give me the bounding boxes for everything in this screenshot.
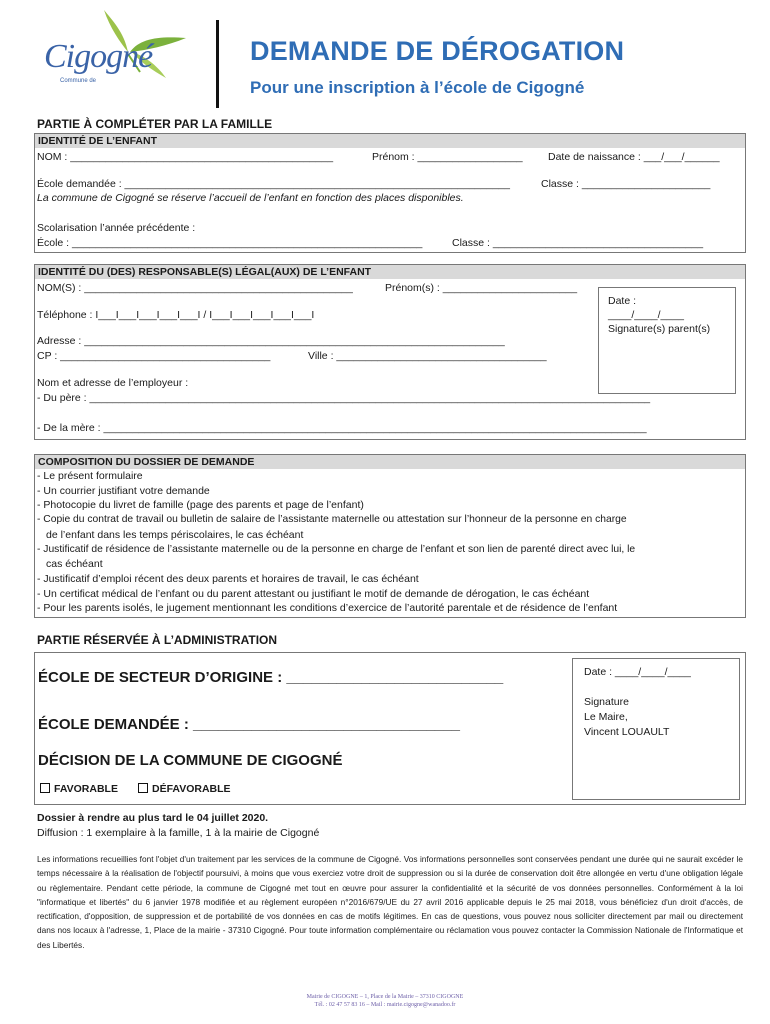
header-divider — [216, 20, 219, 108]
favorable-label: FAVORABLE — [54, 783, 118, 795]
responsable-nom-field[interactable]: NOM(S) : ______________________________________________ — [37, 282, 353, 294]
composition-item: - Photocopie du livret de famille (page des parents et page de l’enfant) — [37, 499, 364, 512]
scolarisation-ecole-field[interactable]: École : ____________________________________________________________ — [37, 237, 423, 249]
section-admin-heading: PARTIE RÉSERVÉE À L’ADMINISTRATION — [37, 633, 278, 647]
composition-item: - Pour les parents isolés, le jugement mentionnant les conditions d’exercice de l’autorité parentale et de résidence de l’enfant — [37, 602, 618, 615]
maire-name: Vincent LOUAULT — [584, 726, 670, 738]
page-title: DEMANDE DE DÉROGATION — [250, 36, 625, 66]
adresse-field[interactable]: Adresse : ________________________________________________________________________ — [37, 335, 505, 347]
logo-subtitle: Commune de — [60, 78, 97, 84]
composition-item: de l’enfant dans les temps périscolaires, le cas échéant — [46, 528, 304, 541]
decision-heading: DÉCISION DE LA COMMUNE DE CIGOGNÉ — [38, 752, 343, 769]
ecole-secteur-field[interactable]: ÉCOLE DE SECTEUR D’ORIGINE : __________________________ — [38, 669, 504, 686]
favorable-checkbox[interactable] — [40, 783, 50, 793]
ecole-demandee-field[interactable]: École demandée : __________________________________________________________________ — [37, 178, 510, 190]
composition-item: - Justificatif d’emploi récent des deux parents et horaires de travail, le cas échéant — [37, 572, 419, 585]
diffusion-text: Diffusion : 1 exemplaire à la famille, 1 à la mairie de Cigogné — [37, 827, 320, 839]
responsables-heading: IDENTITÉ DU (DES) RESPONSABLE(S) LÉGAL(AUX) DE L’ENFANT — [35, 265, 745, 279]
footer — [235, 993, 535, 1009]
composition-item: - Justificatif de résidence de l’assistante maternelle ou de la personne en charge de l’enfant et son lien de parenté direct avec lui, le — [37, 543, 636, 555]
section-famille-heading: PARTIE À COMPLÉTER PAR LA FAMILLE — [37, 117, 273, 131]
composition-list — [37, 469, 635, 616]
scolarisation-classe-field[interactable]: Classe : ____________________________________ — [452, 237, 704, 249]
enfant-naissance-field[interactable]: Date de naissance : ___/___/______ — [548, 151, 720, 163]
responsable-prenom-field[interactable]: Prénom(s) : _______________________ — [385, 282, 578, 294]
defavorable-option[interactable] — [138, 783, 231, 796]
ville-field[interactable]: Ville : ____________________________________ — [308, 350, 547, 362]
admin-signature-label: Signature — [584, 696, 629, 708]
classe-field[interactable]: Classe : ______________________ — [541, 178, 711, 190]
enfant-prenom-field[interactable]: Prénom : __________________ — [372, 151, 523, 163]
favorable-option[interactable] — [40, 783, 118, 796]
defavorable-checkbox[interactable] — [138, 783, 148, 793]
telephone-field[interactable]: Téléphone : I___I___I___I___I___I / I___I___I___I___I___I — [37, 309, 315, 321]
composition-heading: COMPOSITION DU DOSSIER DE DEMANDE — [35, 455, 745, 469]
parents-signature-label: Signature(s) parent(s) — [608, 323, 711, 335]
deadline-text: Dossier à rendre au plus tard le 04 juillet 2020. — [37, 812, 269, 824]
places-note: La commune de Cigogné se réserve l’accueil de l’enfant en fonction des places disponibles. — [37, 192, 464, 204]
ecole-demandee-admin-field[interactable]: ÉCOLE DEMANDÉE : ________________________________ — [38, 716, 460, 733]
composition-item: - Le présent formulaire — [37, 470, 143, 482]
parents-date-label: Date : — [608, 295, 637, 307]
logo — [40, 8, 190, 88]
composition-item: - Un certificat médical de l’enfant ou du parent attestant ou justifiant le motif de demande de dérogation, le cas échéant — [37, 587, 590, 600]
parents-date-field[interactable]: ____/____/____ — [608, 309, 684, 321]
page-subtitle: Pour une inscription à l’école de Cigogné — [250, 78, 585, 97]
employeur-label: Nom et adresse de l’employeur : — [37, 377, 189, 389]
scolarisation-label: Scolarisation l’année précédente : — [37, 222, 196, 234]
cp-field[interactable]: CP : ____________________________________ — [37, 350, 271, 362]
composition-item: - Copie du contrat de travail ou bulletin de salaire de l’assistante maternelle ou attestation sur l’honneur de la personne en charge — [37, 514, 627, 526]
defavorable-label: DÉFAVORABLE — [152, 783, 231, 795]
composition-item: cas échéant — [46, 558, 103, 571]
footer-contact: Tél. : 02 47 57 83 16 – Mail : mairie.cigogne@wanadoo.fr — [314, 1002, 456, 1008]
privacy-notice: Les informations recueillies font l'objet d'un traitement par les services de la commune de Cigogné. Vos informations personnelles sont conservées pendant une durée qui ne saurait excéder le temps nécessaire à la réalisation de l'objectif poursuivi, à moins que vous exerciez votre droit de suppression ou si la durée de conservation doit être allongée en vertu d'une obligation légale ou règlementaire. Pendant cette période, la commune de Cigogné met tout en œuvre pour assurer la confidentialité et la sécurité de vos données personnelles. Conformément à la loi "informatique et libertés" du 6 janvier 1978 modifiée et au règlement européen n°2016/679/UE du 27 avril 2016 applicable depuis le 25 mai 2018, vous bénéficiez d'un droit d'accès, de rectification, d'opposition, de suppression et de portabilité de vos données en cas de motifs légitimes. En cas de questions, vous pouvez nous solliciter directement par mail ou directement dans nos locaux à l'adresse, 1, Place de la mairie - 37310 Cigogné. Pour toute information complémentaire ou réclamation vous pouvez contacter la Commission Nationale de l'Informatique et des Libertés. — [37, 854, 743, 950]
maire-label: Le Maire, — [584, 711, 628, 723]
mere-field[interactable]: - De la mère : _____________________________________________________________________________________________ — [37, 422, 647, 434]
enfant-heading: IDENTITÉ DE L’ENFANT — [35, 134, 745, 148]
logo-wordmark: Cigogné — [44, 38, 153, 75]
enfant-nom-field[interactable]: NOM : _____________________________________________ — [37, 151, 334, 163]
footer-address: Mairie de CIGOGNE – 1, Place de la Mairie – 37310 CIGOGNE — [306, 994, 464, 1000]
pere-field[interactable]: - Du père : ________________________________________________________________________________________________ — [37, 392, 651, 404]
admin-date-field[interactable]: Date : ____/____/____ — [584, 666, 691, 678]
composition-item: - Un courrier justifiant votre demande — [37, 484, 210, 497]
